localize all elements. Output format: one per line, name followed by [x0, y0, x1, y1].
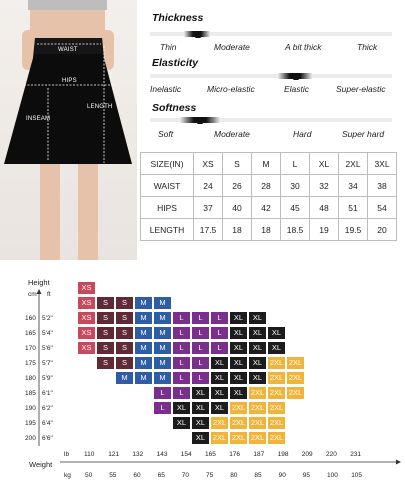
- option-soft: Soft: [158, 129, 174, 139]
- height-cm-label: 175: [25, 360, 36, 367]
- weight-kg-label: 95: [302, 472, 311, 479]
- table-cell: 34: [339, 175, 368, 197]
- weight-lb-label: 176: [229, 451, 241, 458]
- size-cell: XL: [192, 432, 209, 444]
- product-photo: [0, 0, 137, 260]
- lb-unit-label: lb: [64, 451, 70, 458]
- size-cell: 2XL: [269, 433, 284, 442]
- table-header-cell: 2XL: [339, 153, 368, 175]
- size-table: [140, 152, 397, 241]
- size-cell: 2XL: [288, 388, 303, 397]
- size-cell: L: [211, 342, 228, 354]
- size-cell: XS: [78, 297, 95, 309]
- height-ft-label: 6'6": [42, 435, 53, 442]
- table-cell: 30: [281, 175, 310, 197]
- height-cm-label: 160: [25, 315, 36, 322]
- size-cell: M: [154, 357, 171, 369]
- table-cell: 24: [194, 175, 223, 197]
- size-cell: S: [116, 327, 133, 339]
- weight-lb-label: 110: [84, 451, 95, 458]
- attribute-title: Elasticity: [152, 57, 199, 69]
- size-cell: 2XL: [231, 403, 246, 412]
- table-header-cell: XS: [194, 153, 223, 175]
- height-cm-label: 185: [25, 390, 36, 397]
- weight-lb-label: 209: [301, 451, 313, 458]
- table-header-cell: XL: [310, 153, 339, 175]
- size-cell: S: [97, 297, 114, 309]
- height-ft-label: 6'2": [42, 405, 53, 412]
- cm-unit-label: cm: [28, 291, 37, 298]
- weight-lb-label: 231: [350, 451, 362, 458]
- attribute-bar: [150, 118, 392, 122]
- option-thick: Thick: [357, 42, 378, 52]
- table-cell: 54: [368, 197, 397, 219]
- weight-lb-label: 165: [205, 451, 216, 458]
- size-cell: XL: [268, 342, 285, 354]
- height-cm-label: 170: [25, 345, 36, 352]
- option-a-bit-thick: A bit thick: [285, 42, 322, 52]
- weight-kg-label: 80: [230, 472, 238, 479]
- table-cell: 42: [252, 197, 281, 219]
- attribute-bar: [150, 32, 392, 36]
- weight-kg-label: 105: [351, 472, 363, 479]
- size-cell: L: [173, 372, 190, 384]
- weight-kg-label: 90: [278, 472, 286, 479]
- size-cell: XL: [249, 327, 266, 339]
- option-thin: Thin: [160, 42, 177, 52]
- size-cell: XL: [230, 357, 247, 369]
- size-cell: S: [97, 312, 114, 324]
- table-cell: 32: [310, 175, 339, 197]
- size-cell: L: [192, 312, 209, 324]
- size-cell: 2XL: [269, 358, 284, 367]
- height-cm-label: 190: [25, 405, 36, 412]
- size-cell: XL: [268, 327, 285, 339]
- table-row: [141, 175, 397, 197]
- hips-label: HIPS: [62, 78, 77, 84]
- size-cell: XL: [211, 372, 228, 384]
- table-cell: 20: [368, 219, 397, 241]
- size-cell: L: [173, 387, 190, 399]
- size-cell: M: [135, 372, 152, 384]
- table-cell: 40: [223, 197, 252, 219]
- size-cell: 2XL: [288, 358, 303, 367]
- weight-kg-label: 75: [206, 472, 214, 479]
- table-cell: 37: [194, 197, 223, 219]
- weight-lb-label: 187: [253, 451, 265, 458]
- weight-kg-label: 60: [133, 472, 141, 479]
- attribute-elasticity: [150, 55, 400, 105]
- size-cell: XL: [230, 372, 247, 384]
- size-cell: 2XL: [231, 418, 246, 427]
- attribute-thickness: [150, 10, 400, 60]
- size-cell: L: [154, 387, 171, 399]
- size-cell: L: [211, 327, 228, 339]
- height-ft-label: 5'4": [42, 330, 53, 337]
- size-cell: S: [116, 342, 133, 354]
- table-cell: 45: [281, 197, 310, 219]
- size-cell: 2XL: [231, 433, 246, 442]
- selected-marker-icon: [195, 33, 201, 38]
- size-cell: S: [97, 327, 114, 339]
- option-elastic: Elastic: [284, 84, 310, 94]
- size-cell: XL: [249, 342, 266, 354]
- table-cell: 18: [223, 219, 252, 241]
- size-cell: L: [192, 357, 209, 369]
- size-cell: M: [135, 342, 152, 354]
- table-cell: WAIST: [141, 175, 194, 197]
- height-cm-label: 180: [25, 375, 36, 382]
- height-weight-chart: [0, 270, 405, 500]
- measurement-lines: [0, 0, 137, 260]
- weight-kg-label: 55: [109, 472, 117, 479]
- size-cell: XL: [192, 402, 209, 414]
- size-cell: M: [135, 312, 152, 324]
- size-cell: S: [116, 357, 133, 369]
- size-cell: L: [173, 357, 190, 369]
- height-ft-label: 5'9": [42, 375, 53, 382]
- weight-axis-title: Weight: [29, 460, 53, 469]
- size-cell: 2XL: [212, 418, 227, 427]
- weight-lb-label: 154: [180, 451, 192, 458]
- inseam-label: INSEAM: [26, 116, 51, 122]
- weight-kg-label: 65: [157, 472, 165, 479]
- ft-unit-label: ft: [47, 291, 51, 298]
- size-cell: S: [116, 312, 133, 324]
- table-cell: HIPS: [141, 197, 194, 219]
- table-cell: 17.5: [194, 219, 223, 241]
- size-cell: XL: [211, 402, 228, 414]
- size-cell: 2XL: [212, 433, 227, 442]
- size-cell: L: [173, 312, 190, 324]
- size-cell: XL: [249, 357, 266, 369]
- weight-lb-label: 143: [156, 451, 168, 458]
- size-cell: XS: [78, 312, 95, 324]
- weight-lb-label: 198: [277, 451, 289, 458]
- option-moderate: Moderate: [214, 42, 250, 52]
- table-cell: 38: [368, 175, 397, 197]
- height-cm-label: 195: [25, 420, 36, 427]
- length-label: LENGTH: [87, 104, 113, 110]
- table-cell: 19.5: [339, 219, 368, 241]
- size-cell: 2XL: [269, 418, 284, 427]
- size-cell: M: [116, 372, 133, 384]
- size-cell: XL: [230, 327, 247, 339]
- weight-kg-label: 70: [181, 472, 190, 479]
- table-header-cell: 3XL: [368, 153, 397, 175]
- size-cell: M: [154, 372, 171, 384]
- table-cell: 18: [252, 219, 281, 241]
- attribute-title: Thickness: [152, 12, 204, 24]
- size-cell: 2XL: [250, 403, 265, 412]
- size-cell: L: [192, 342, 209, 354]
- height-cm-label: 200: [25, 435, 36, 442]
- size-cell: S: [97, 357, 114, 369]
- size-cell: 2XL: [269, 388, 284, 397]
- weight-lb-label: 220: [326, 451, 337, 458]
- size-cell: XL: [192, 387, 209, 399]
- table-header-cell: SIZE(IN): [141, 153, 194, 175]
- table-row: [141, 219, 397, 241]
- selected-marker-icon: [293, 75, 299, 80]
- weight-lb-label: 132: [132, 451, 144, 458]
- option-inelastic: Inelastic: [150, 84, 182, 94]
- weight-axis-line: [60, 458, 405, 466]
- option-super-hard: Super hard: [342, 129, 385, 139]
- selected-marker-icon: [197, 119, 203, 124]
- size-cell: 2XL: [269, 403, 284, 412]
- table-cell: 26: [223, 175, 252, 197]
- table-header-cell: S: [223, 153, 252, 175]
- table-row: [141, 197, 397, 219]
- table-cell: 19: [310, 219, 339, 241]
- size-cell: 2XL: [269, 373, 284, 382]
- attribute-title: Softness: [152, 102, 197, 114]
- size-cell: XL: [211, 387, 228, 399]
- size-cell: XL: [230, 312, 247, 324]
- kg-unit-label: kg: [64, 472, 71, 479]
- waist-label: WAIST: [58, 47, 78, 53]
- size-cell: 2XL: [250, 433, 265, 442]
- size-cell: M: [135, 327, 152, 339]
- option-super-elastic: Super-elastic: [336, 84, 386, 94]
- size-cell: L: [154, 402, 171, 414]
- option-hard: Hard: [293, 129, 312, 139]
- size-cell: XL: [211, 357, 228, 369]
- table-cell: 51: [339, 197, 368, 219]
- table-header-cell: M: [252, 153, 281, 175]
- size-cell: XL: [230, 387, 247, 399]
- table-cell: 48: [310, 197, 339, 219]
- table-header-cell: L: [281, 153, 310, 175]
- weight-lb-label: 121: [108, 451, 120, 458]
- size-cell: M: [154, 297, 171, 309]
- size-cell: M: [154, 312, 171, 324]
- size-cell: 2XL: [250, 418, 265, 427]
- size-cell: M: [154, 342, 171, 354]
- attribute-bar: [150, 74, 392, 78]
- size-cell: XL: [249, 372, 266, 384]
- size-cell: M: [135, 357, 152, 369]
- size-cell: L: [173, 327, 190, 339]
- size-cell: M: [135, 297, 152, 309]
- option-moderate: Moderate: [214, 129, 250, 139]
- size-cell: XS: [78, 342, 95, 354]
- size-cell: L: [211, 312, 228, 324]
- size-cell: XL: [173, 417, 190, 429]
- size-cell: XS: [78, 327, 95, 339]
- option-micro-elastic: Micro-elastic: [207, 84, 255, 94]
- height-ft-label: 5'6": [42, 345, 53, 352]
- table-header-row: [141, 153, 397, 175]
- weight-kg-label: 50: [85, 472, 93, 479]
- size-cell: XS: [78, 282, 95, 294]
- table-cell: LENGTH: [141, 219, 194, 241]
- height-ft-label: 6'4": [42, 420, 53, 427]
- size-cell: 2XL: [250, 388, 265, 397]
- size-cell: S: [97, 342, 114, 354]
- size-cell: XL: [173, 402, 190, 414]
- size-cell: 2XL: [288, 373, 303, 382]
- weight-kg-label: 85: [254, 472, 262, 479]
- weight-kg-label: 100: [327, 472, 338, 479]
- table-cell: 28: [252, 175, 281, 197]
- height-cm-label: 165: [25, 330, 36, 337]
- height-ft-label: 5'7": [42, 360, 53, 367]
- size-cell: XL: [249, 312, 266, 324]
- height-ft-label: 5'2": [42, 315, 53, 322]
- size-cell: L: [192, 327, 209, 339]
- size-cell: XL: [230, 342, 247, 354]
- size-cell: S: [116, 297, 133, 309]
- attribute-softness: [150, 100, 400, 150]
- size-cell: L: [173, 342, 190, 354]
- size-cell: M: [154, 327, 171, 339]
- size-cell: XL: [192, 417, 209, 429]
- height-axis-title: Height: [28, 278, 50, 287]
- height-ft-label: 6'1": [42, 390, 53, 397]
- table-cell: 18.5: [281, 219, 310, 241]
- size-cell: L: [192, 372, 209, 384]
